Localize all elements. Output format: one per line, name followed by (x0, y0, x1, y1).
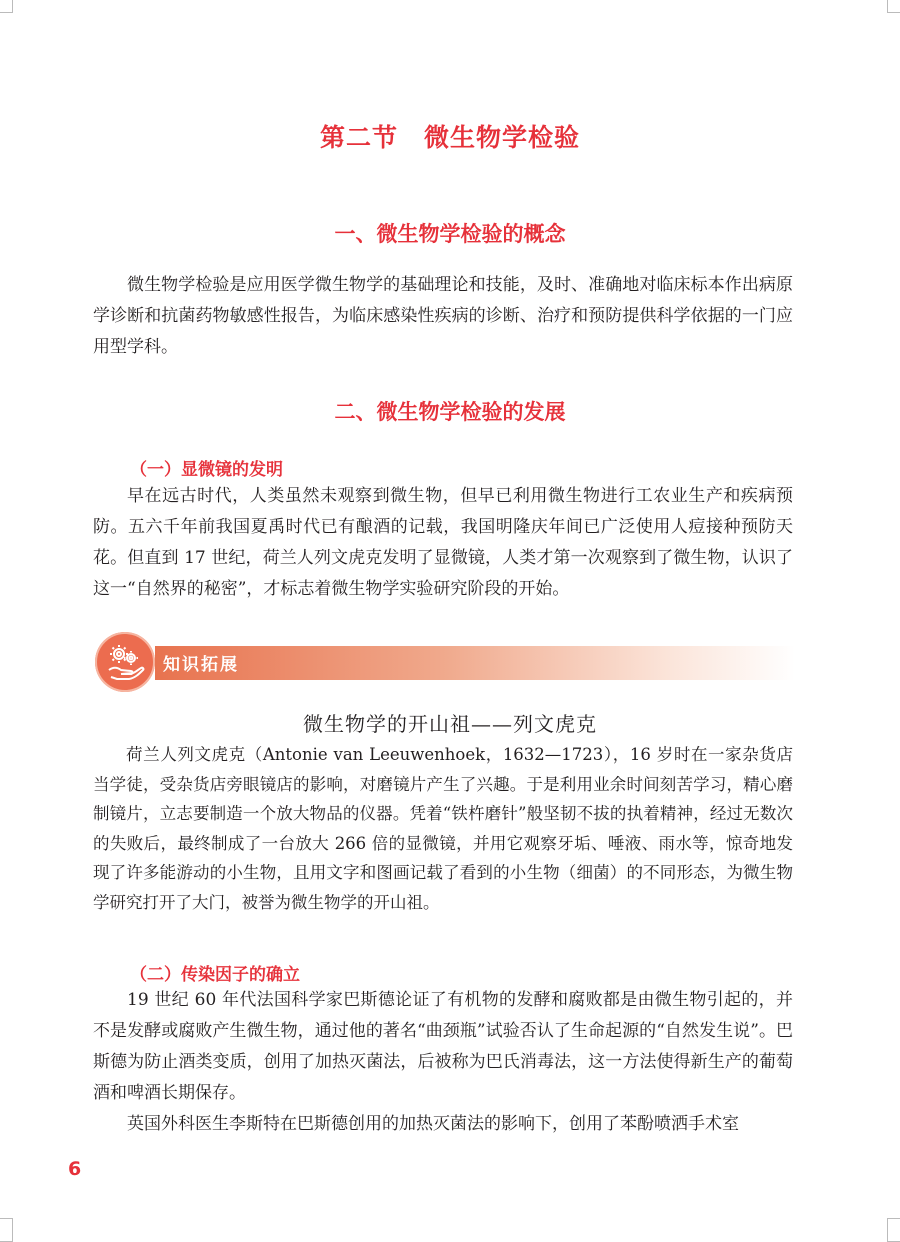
subheading-infectious-agents: （二）传染因子的确立 (130, 965, 300, 985)
heading-development: 二、微生物学检验的发展 (334, 400, 566, 424)
knowledge-banner-label: 知识拓展 (163, 655, 239, 675)
paragraph-pasteur: 19 世纪 60 年代法国科学家巴斯德论证了有机物的发酵和腐败都是由微生物引起的，并不是发酵或腐败产生微生物，通过他的著名“曲颈瓶”试验否认了生命起源的“自然发生说”。巴斯德为防止酒类变质，创用了加热灭菌法，后被称为巴氏消毒法，这一方法使得新生产的葡萄酒和啤酒长期保存。 (93, 990, 793, 1103)
crop-mark-bottom-right (887, 1218, 900, 1242)
knowledge-title: 微生物学的开山祖——列文虎克 (303, 712, 597, 736)
paragraph-concept: 微生物学检验是应用医学微生物学的基础理论和技能，及时、准确地对临床标本作出病原学诊断和抗菌药物敏感性报告，为临床感染性疾病的诊断、治疗和预防提供科学依据的一门应用型学科。 (93, 275, 793, 357)
gears-in-hand-icon (95, 632, 155, 692)
page-number: 6 (68, 1158, 82, 1180)
paragraph-microscope: 早在远古时代，人类虽然未观察到微生物，但早已利用微生物进行工农业生产和疾病预防。五六千年前我国夏禹时代已有酿酒的记载，我国明隆庆年间已广泛使用人痘接种预防天花。但直到 17 世纪，荷兰人列文虎克发明了显微镜，人类才第一次观察到了微生物，认识了这一“自然界的秘密”，才标志着微生物学实验研究阶段的开始。 (93, 486, 793, 599)
section-title: 第二节 微生物学检验 (319, 123, 580, 152)
subheading-microscope: （一）显微镜的发明 (130, 460, 283, 480)
crop-mark-bottom-left (0, 1218, 13, 1242)
crop-mark-top-right (887, 0, 900, 13)
paragraph-lister: 英国外科医生李斯特在巴斯德创用的加热灭菌法的影响下，创用了苯酚喷洒手术室 (127, 1114, 739, 1134)
crop-mark-top-left (0, 0, 13, 13)
knowledge-paragraph: 荷兰人列文虎克（Antonie van Leeuwenhoek，1632—1723），16 岁时在一家杂货店当学徒，受杂货店旁眼镜店的影响，对磨镜片产生了兴趣。于是利用业余时间刻苦学习，精心磨制镜片，立志要制造一个放大物品的仪器。凭着“铁杵磨针”般坚韧不拔的执着精神，经过无数次的失败后，最终制成了一台放大 266 倍的显微镜，并用它观察牙垢、唾液、雨水等，惊奇地发现了许多能游动的小生物，且用文字和图画记载了看到的小生物（细菌）的不同形态，为微生物学研究打开了大门，被誉为微生物学的开山祖。 (93, 745, 793, 912)
knowledge-banner (155, 646, 795, 680)
heading-concept: 一、微生物学检验的概念 (334, 222, 566, 246)
